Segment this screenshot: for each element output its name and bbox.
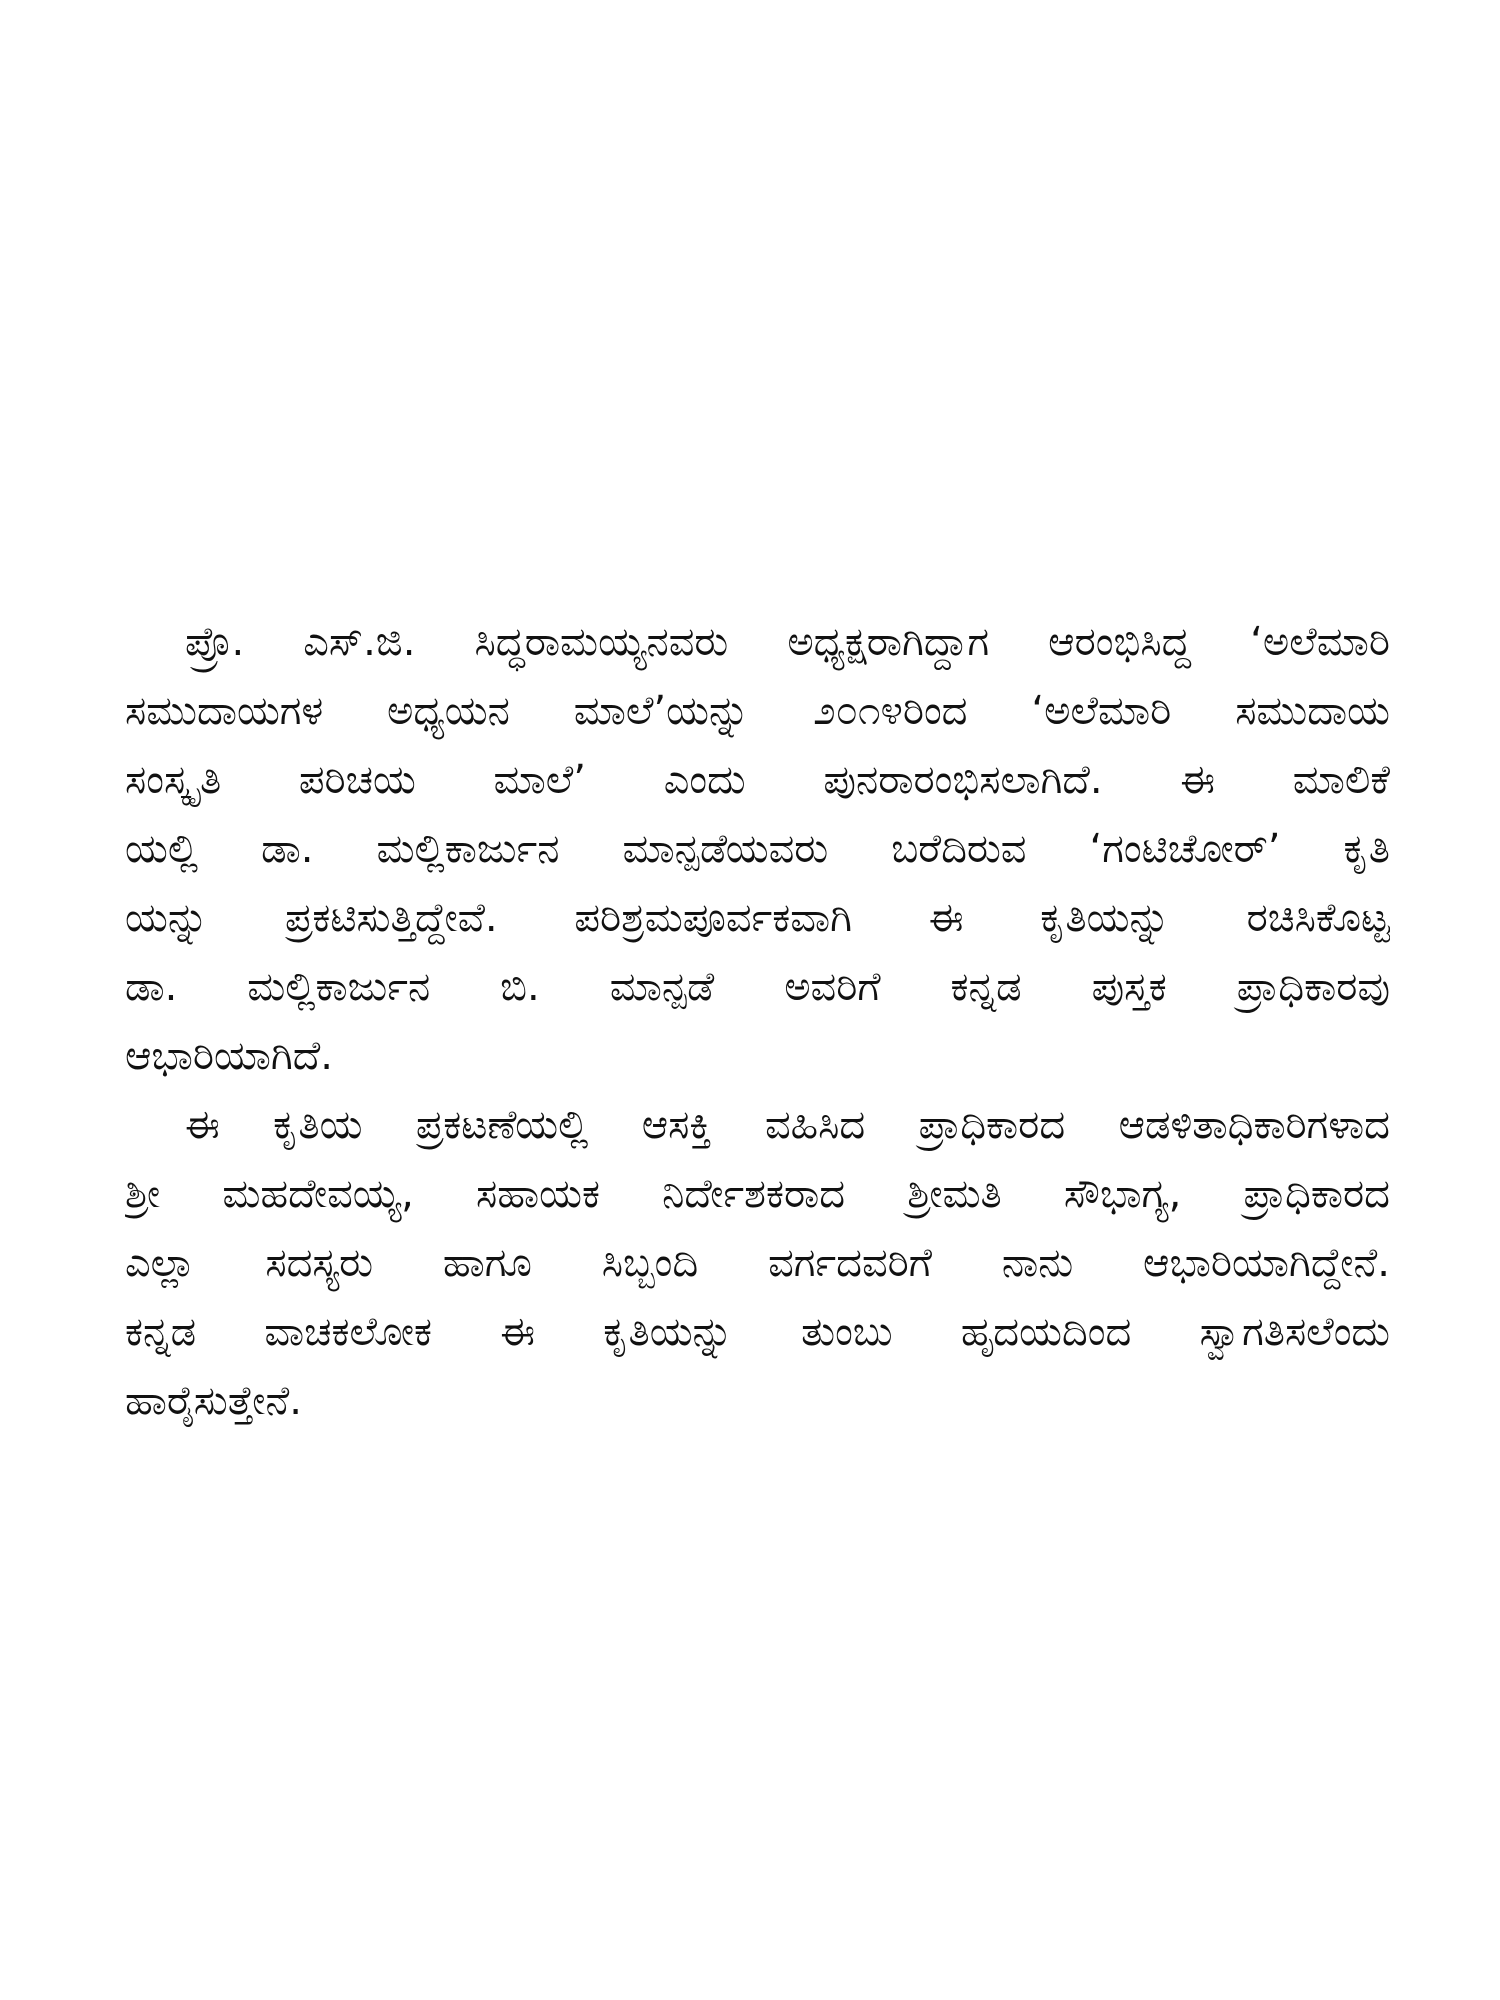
body-text — [125, 608, 1390, 1436]
text-line: ಯಲ್ಲಿ ಡಾ. ಮಲ್ಲಿಕಾರ್ಜುನ ಮಾನ್ಪಡೆಯವರು ಬರೆದಿರುವ ‘ಗಂಟಿಚೋರ್’ ಕೃತಿ — [125, 826, 1390, 872]
text-line: ಪ್ರೊ. ಎಸ್.ಜಿ. ಸಿದ್ಧರಾಮಯ್ಯನವರು ಅಧ್ಯಕ್ಷರಾಗಿದ್ದಾಗ ಆರಂಭಿಸಿದ್ದ ‘ಅಲೆಮಾರಿ — [185, 619, 1390, 665]
text-line: ಈ ಕೃತಿಯ ಪ್ರಕಟಣೆಯಲ್ಲಿ ಆಸಕ್ತಿ ವಹಿಸಿದ ಪ್ರಾಧಿಕಾರದ ಆಡಳಿತಾಧಿಕಾರಿಗಳಾದ — [185, 1102, 1390, 1148]
text-line: ಆಭಾರಿಯಾಗಿದೆ. — [125, 1033, 333, 1079]
paragraph-1 — [125, 608, 1390, 1091]
text-line: ಕನ್ನಡ ವಾಚಕಲೋಕ ಈ ಕೃತಿಯನ್ನು ತುಂಬು ಹೃದಯದಿಂದ ಸ್ವಾಗತಿಸಲೆಂದು — [125, 1309, 1390, 1355]
paragraph-2 — [125, 1091, 1390, 1436]
text-line: ಹಾರೈಸುತ್ತೇನೆ. — [125, 1378, 302, 1424]
text-line: ಡಾ. ಮಲ್ಲಿಕಾರ್ಜುನ ಬಿ. ಮಾನ್ಪಡೆ ಅವರಿಗೆ ಕನ್ನಡ ಪುಸ್ತಕ ಪ್ರಾಧಿಕಾರವು — [125, 964, 1390, 1010]
text-line: ಸಮುದಾಯಗಳ ಅಧ್ಯಯನ ಮಾಲೆ’ಯನ್ನು ೨೦೧೪ರಿಂದ ‘ಅಲೆಮಾರಿ ಸಮುದಾಯ — [125, 688, 1390, 734]
text-line: ಶ್ರೀ ಮಹದೇವಯ್ಯ, ಸಹಾಯಕ ನಿರ್ದೇಶಕರಾದ ಶ್ರೀಮತಿ ಸೌಭಾಗ್ಯ, ಪ್ರಾಧಿಕಾರದ — [125, 1171, 1390, 1217]
text-line: ಯನ್ನು ಪ್ರಕಟಿಸುತ್ತಿದ್ದೇವೆ. ಪರಿಶ್ರಮಪೂರ್ವಕವಾಗಿ ಈ ಕೃತಿಯನ್ನು ರಚಿಸಿಕೊಟ್ಟ — [125, 895, 1390, 941]
text-line: ಎಲ್ಲಾ ಸದಸ್ಯರು ಹಾಗೂ ಸಿಬ್ಬಂದಿ ವರ್ಗದವರಿಗೆ ನಾನು ಆಭಾರಿಯಾಗಿದ್ದೇನೆ. — [125, 1240, 1390, 1286]
text-line: ಸಂಸ್ಕೃತಿ ಪರಿಚಯ ಮಾಲೆ’ ಎಂದು ಪುನರಾರಂಭಿಸಲಾಗಿದೆ. ಈ ಮಾಲಿಕೆ — [125, 757, 1390, 803]
